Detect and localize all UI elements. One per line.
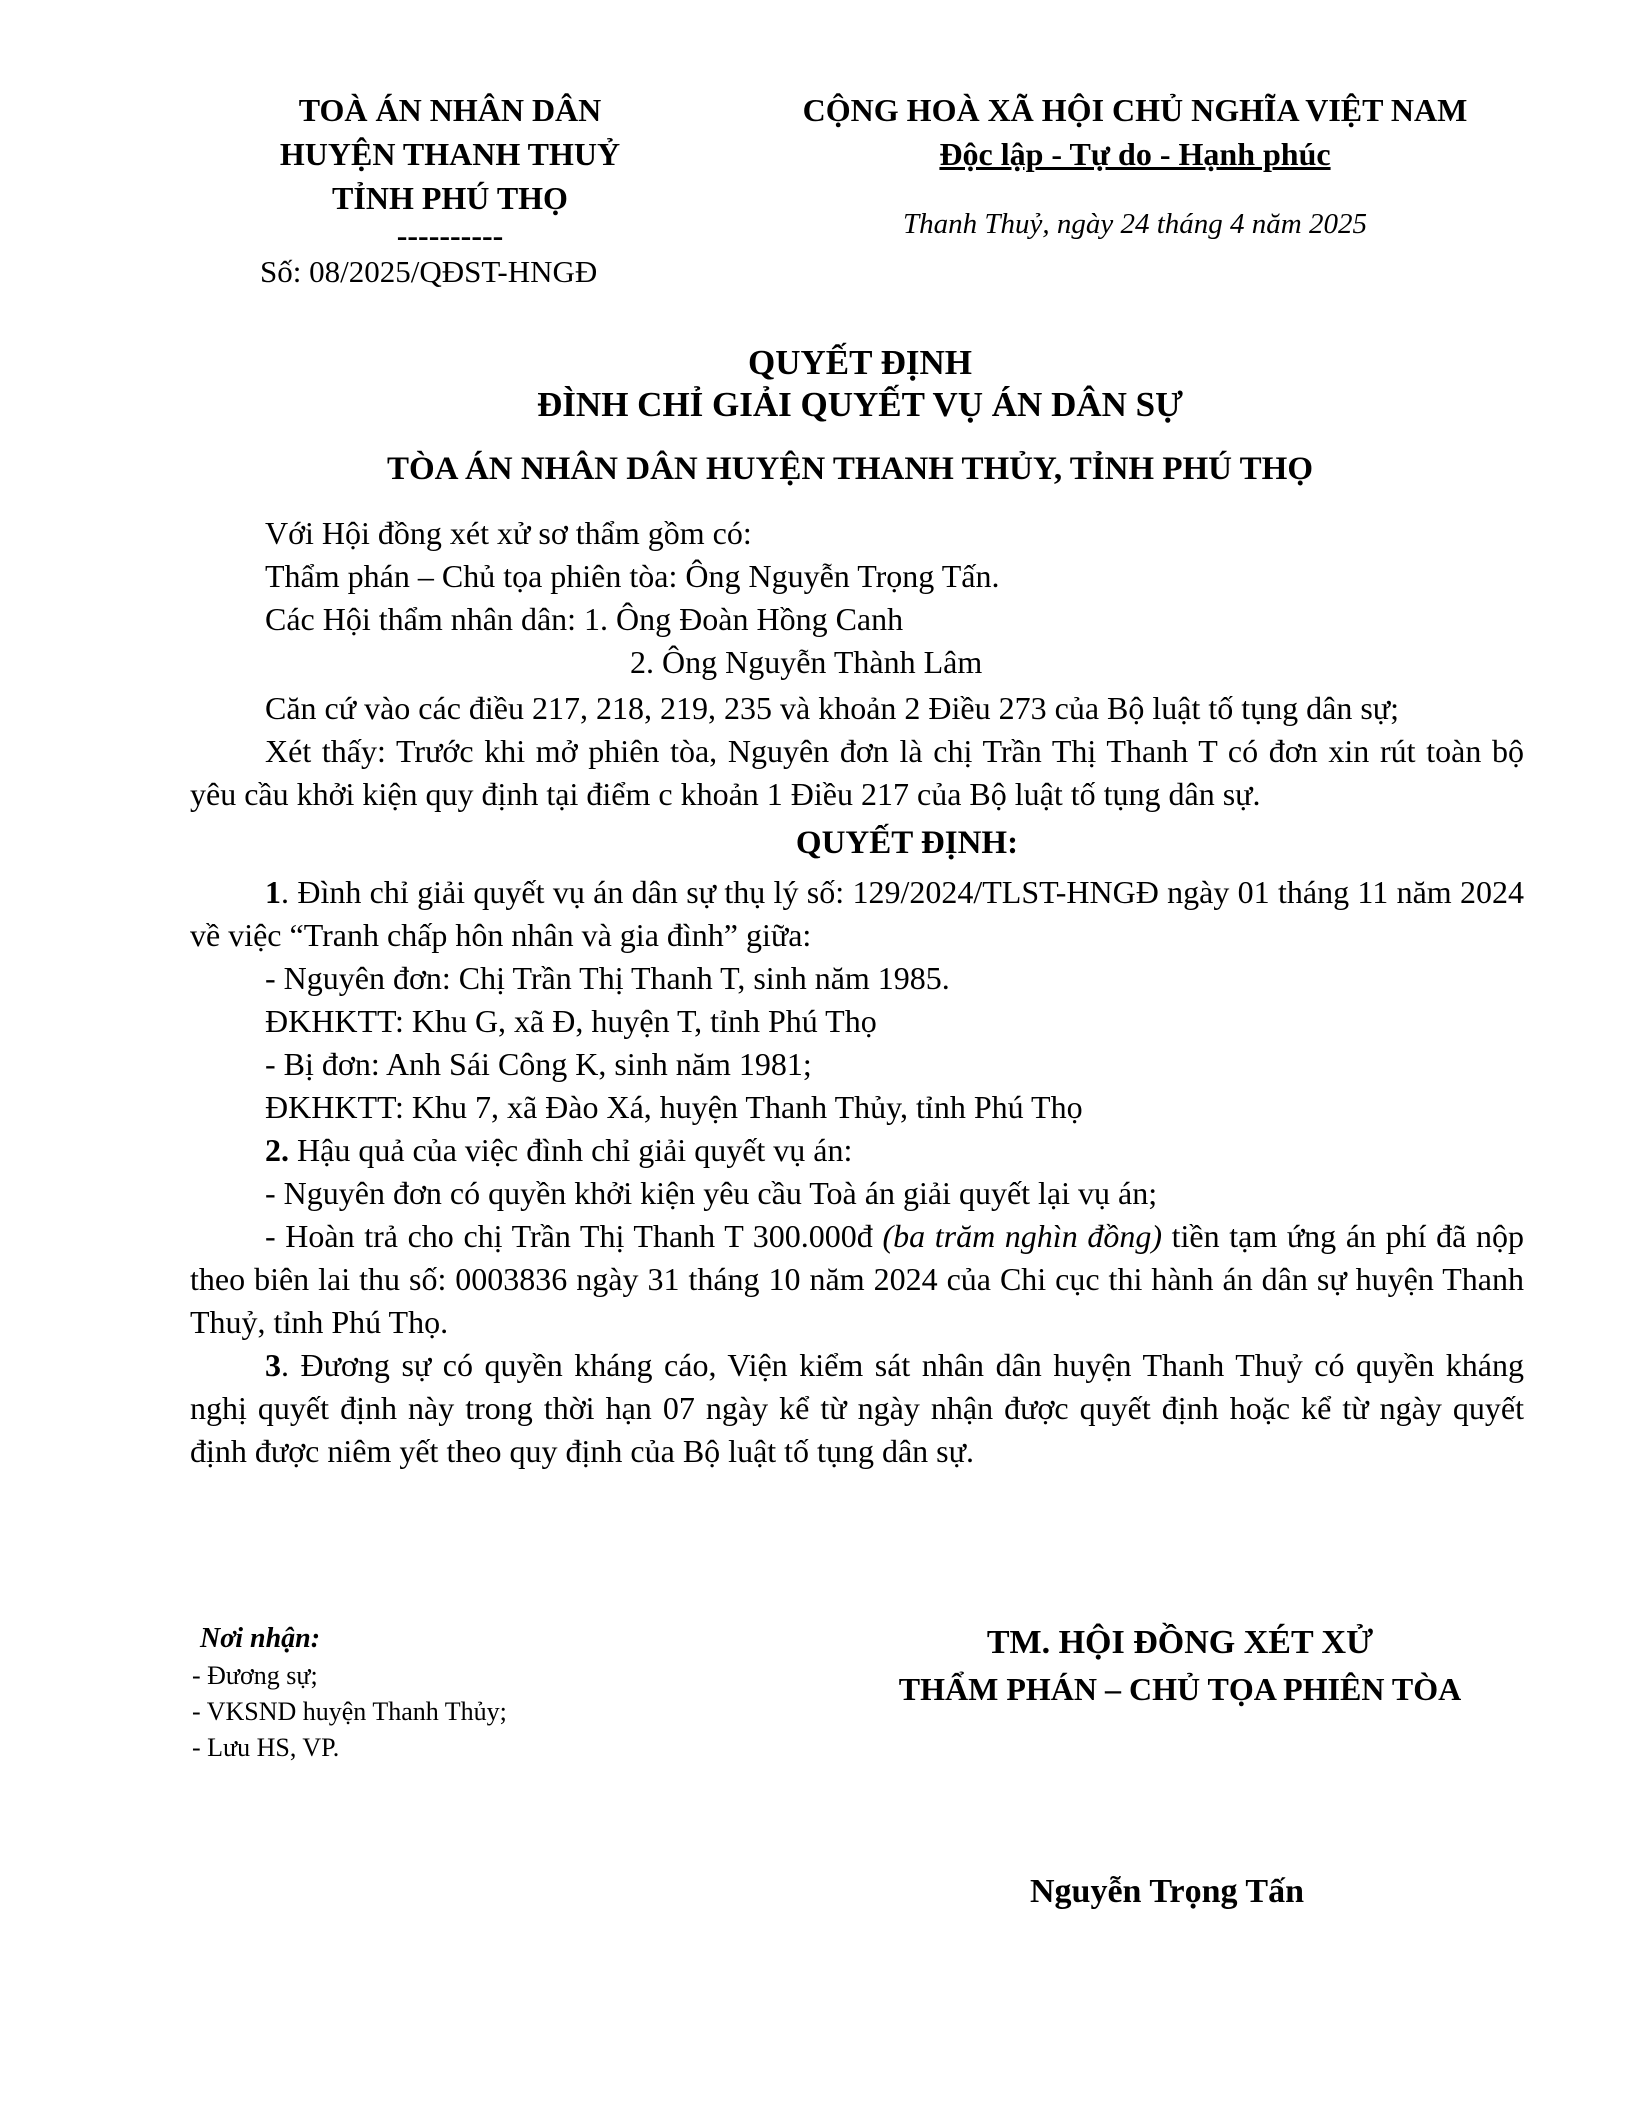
item-2-consequence-a: - Nguyên đơn có quyền khởi kiện yêu cầu Toà án giải quyết lại vụ án; [265,1175,1158,1211]
signature-line1: TM. HỘI ĐỒNG XÉT XỬ [986,1624,1374,1661]
item-2-text: Hậu quả của việc đình chỉ giải quyết vụ án: [289,1132,853,1168]
finding: Xét thấy: Trước khi mở phiên tòa, Nguyên đơn là chị Trần Thị Thanh T có đơn xin rút toàn bộ yêu cầu khởi kiện quy định tại điểm c khoản 1 Điều 217 của Bộ luật tố tụng dân sự. [190,733,1524,812]
national-motto: Độc lập - Tự do - Hạnh phúc [939,136,1331,172]
recipients-block [192,1620,792,1766]
item-3-number: 3 [265,1347,281,1383]
defendant: - Bị đơn: Anh Sái Công K, sinh năm 1981; [265,1046,812,1082]
document-body [190,512,1524,1473]
legal-basis: Căn cứ vào các điều 217, 218, 219, 235 và khoản 2 Điều 273 của Bộ luật tố tụng dân sự; [265,690,1400,726]
item-1-text: . Đình chỉ giải quyết vụ án dân sự thụ lý số: 129/2024/TLST-HNGĐ ngày 01 tháng 11 năm 2024 về việc “Tranh chấp hôn nhân và gia đình” giữa: [190,874,1524,953]
assessors-label: Các Hội thẩm nhân dân: [265,601,585,637]
assessor-1: 1. Ông Đoàn Hồng Canh [584,601,904,637]
refund-details: tiền tạm ứng án phí đã nộp theo biên lai thu số: 0003836 ngày 31 tháng 10 năm 2024 của Chi cục thi hành án dân sự huyện Thanh Thuỷ, tỉnh Phú Thọ. [190,1218,1525,1340]
recipients-label: Nơi nhận: [200,1623,321,1654]
national-header [720,88,1550,176]
court-divider: ---------- [396,217,504,253]
title-line1: QUYẾT ĐỊNH [748,343,972,382]
item-3-text: . Đương sự có quyền kháng cáo, Viện kiểm sát nhân dân huyện Thanh Thuỷ có quyền kháng nghị quyết định này trong thời hạn 07 ngày kể từ ngày nhận được quyết định hoặc kể từ ngày quyết định được niêm yết theo quy định của Bộ luật tố tụng dân sự. [190,1347,1524,1469]
recipient-item: - VKSND huyện Thanh Thủy; [192,1697,507,1726]
plaintiff: - Nguyên đơn: Chị Trần Thị Thanh T, sinh năm 1985. [265,960,950,996]
court-full-name: TÒA ÁN NHÂN DÂN HUYỆN THANH THỦY, TỈNH PHÚ THỌ [387,451,1313,487]
item-2-consequence-b [190,1215,1524,1344]
decision-item-3 [190,1344,1524,1473]
court-name-line1: TOÀ ÁN NHÂN DÂN [298,92,602,128]
signature-block [860,1620,1500,1712]
signer-name: Nguyễn Trọng Tấn [1030,1873,1304,1910]
document-number: Số: 08/2025/QĐST-HNGĐ [260,254,598,289]
panel-assessors [190,598,1524,641]
decision-item-1 [190,871,1524,957]
court-header [240,88,660,253]
signature-line2: THẨM PHÁN – CHỦ TỌA PHIÊN TÒA [898,1671,1462,1707]
item-1-number: 1 [265,874,281,910]
place-date: Thanh Thuỷ, ngày 24 tháng 4 năm 2025 [903,208,1367,240]
assessor-2: 2. Ông Nguyễn Thành Lâm [630,644,983,680]
decision-item-2 [190,1129,1524,1172]
panel-intro: Với Hội đồng xét xử sơ thẩm gồm có: [265,515,752,551]
court-name-line2: HUYỆN THANH THUỶ [279,136,621,172]
decision-heading: QUYẾT ĐỊNH: [795,825,1019,861]
document-title [190,342,1530,426]
title-line2: ĐÌNH CHỈ GIẢI QUYẾT VỤ ÁN DÂN SỰ [537,385,1183,424]
recipient-item: - Lưu HS, VP. [192,1733,340,1762]
item-2-number: 2. [265,1132,289,1168]
refund-amount-words: (ba trăm nghìn đồng) [882,1218,1162,1254]
nation-name: CỘNG HOÀ XÃ HỘI CHỦ NGHĨA VIỆT NAM [802,92,1468,128]
recipient-item: - Đương sự; [192,1661,318,1690]
plaintiff-address: ĐKHKTT: Khu G, xã Đ, huyện T, tỉnh Phú Thọ [265,1003,877,1039]
defendant-address: ĐKHKTT: Khu 7, xã Đào Xá, huyện Thanh Thủy, tỉnh Phú Thọ [265,1089,1083,1125]
court-name-line3: TỈNH PHÚ THỌ [332,180,568,216]
refund-text: - Hoàn trả cho chị Trần Thị Thanh T 300.000đ [265,1218,883,1254]
panel-judge: Thẩm phán – Chủ tọa phiên tòa: Ông Nguyễn Trọng Tấn. [265,558,1000,594]
